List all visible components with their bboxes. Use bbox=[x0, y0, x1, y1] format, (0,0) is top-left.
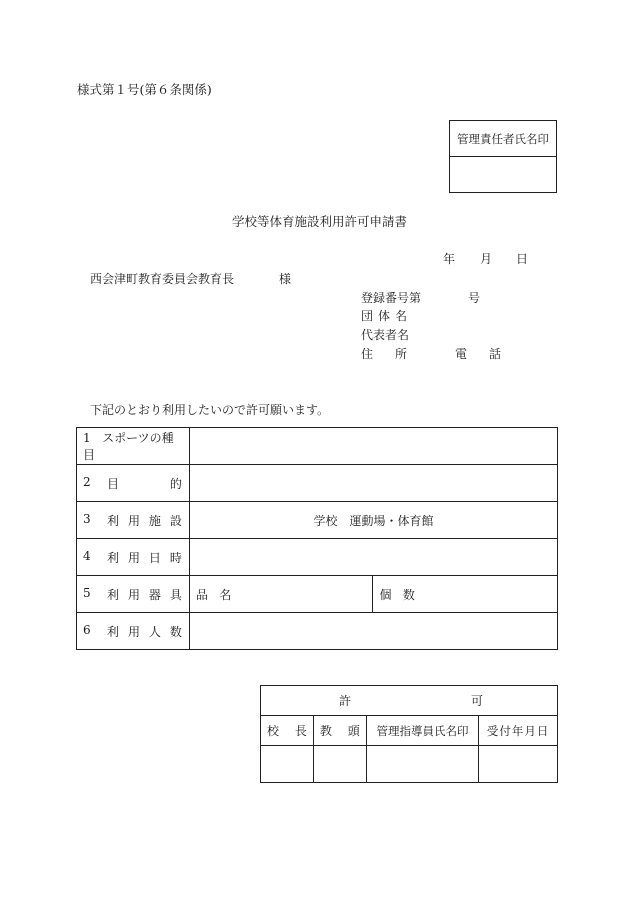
item-label-facility: 3 利 用 施 設 bbox=[77, 502, 190, 539]
table-row bbox=[77, 502, 558, 539]
item-label-people: 6 利 用 人 数 bbox=[77, 613, 190, 650]
registration-suffix: 号 bbox=[468, 291, 481, 305]
table-row bbox=[77, 613, 558, 650]
table-row bbox=[77, 428, 558, 465]
recipient-honorific: 様 bbox=[279, 272, 292, 286]
table-row bbox=[77, 576, 558, 613]
phone-label: 電 話 bbox=[455, 347, 501, 361]
date-day-label: 日 bbox=[516, 252, 529, 266]
group-name-label: 団 体 名 bbox=[361, 309, 407, 323]
equipment-name-label: 品 名 bbox=[195, 587, 232, 602]
vice-principal-header: 教 頭 bbox=[313, 716, 366, 746]
usage-items-table bbox=[76, 427, 558, 650]
registration-prefix: 登録番号第 bbox=[361, 291, 422, 305]
principal-stamp-field[interactable] bbox=[261, 746, 314, 783]
datetime-field[interactable] bbox=[189, 539, 557, 576]
date-month-label: 月 bbox=[480, 252, 493, 266]
equipment-quantity-field[interactable] bbox=[373, 576, 558, 613]
sport-field[interactable] bbox=[189, 428, 557, 465]
purpose-field[interactable] bbox=[189, 465, 557, 502]
recipient-name: 西会津町教育委員会教育長 bbox=[90, 272, 235, 286]
manager-stamp-label: 管理責任者氏名印 bbox=[450, 121, 557, 157]
item-label-datetime: 4 利 用 日 時 bbox=[77, 539, 190, 576]
vice-principal-stamp-field[interactable] bbox=[313, 746, 366, 783]
representative-label: 代表者名 bbox=[361, 328, 410, 342]
facility-value: 学校 運動場・体育館 bbox=[189, 502, 557, 539]
principal-header: 校 長 bbox=[261, 716, 314, 746]
request-text: 下記のとおり利用したいので許可願います。 bbox=[90, 403, 330, 417]
item-label-sport: 1 スポーツの種目 bbox=[77, 428, 190, 465]
instructor-stamp-header: 管理指導員氏名印 bbox=[366, 716, 478, 746]
equipment-quantity-label: 個 数 bbox=[379, 587, 415, 602]
date-year-label: 年 bbox=[443, 252, 456, 266]
people-count-field[interactable] bbox=[189, 613, 557, 650]
approval-table bbox=[260, 685, 558, 783]
approval-header: 許 可 bbox=[261, 686, 558, 716]
item-label-equipment: 5 利 用 器 具 bbox=[77, 576, 190, 613]
table-row bbox=[77, 539, 558, 576]
page-title: 学校等体育施設利用許可申請書 bbox=[232, 214, 408, 229]
address-label: 住 所 bbox=[361, 347, 407, 361]
equipment-name-field[interactable] bbox=[189, 576, 373, 613]
table-row bbox=[77, 465, 558, 502]
form-number: 様式第１号(第６条関係) bbox=[77, 82, 212, 97]
item-label-purpose: 2 目 的 bbox=[77, 465, 190, 502]
manager-stamp-box bbox=[449, 120, 557, 193]
reception-date-header: 受付年月日 bbox=[479, 716, 558, 746]
reception-date-field[interactable] bbox=[479, 746, 558, 783]
instructor-stamp-field[interactable] bbox=[366, 746, 478, 783]
manager-stamp-field[interactable] bbox=[450, 157, 557, 193]
